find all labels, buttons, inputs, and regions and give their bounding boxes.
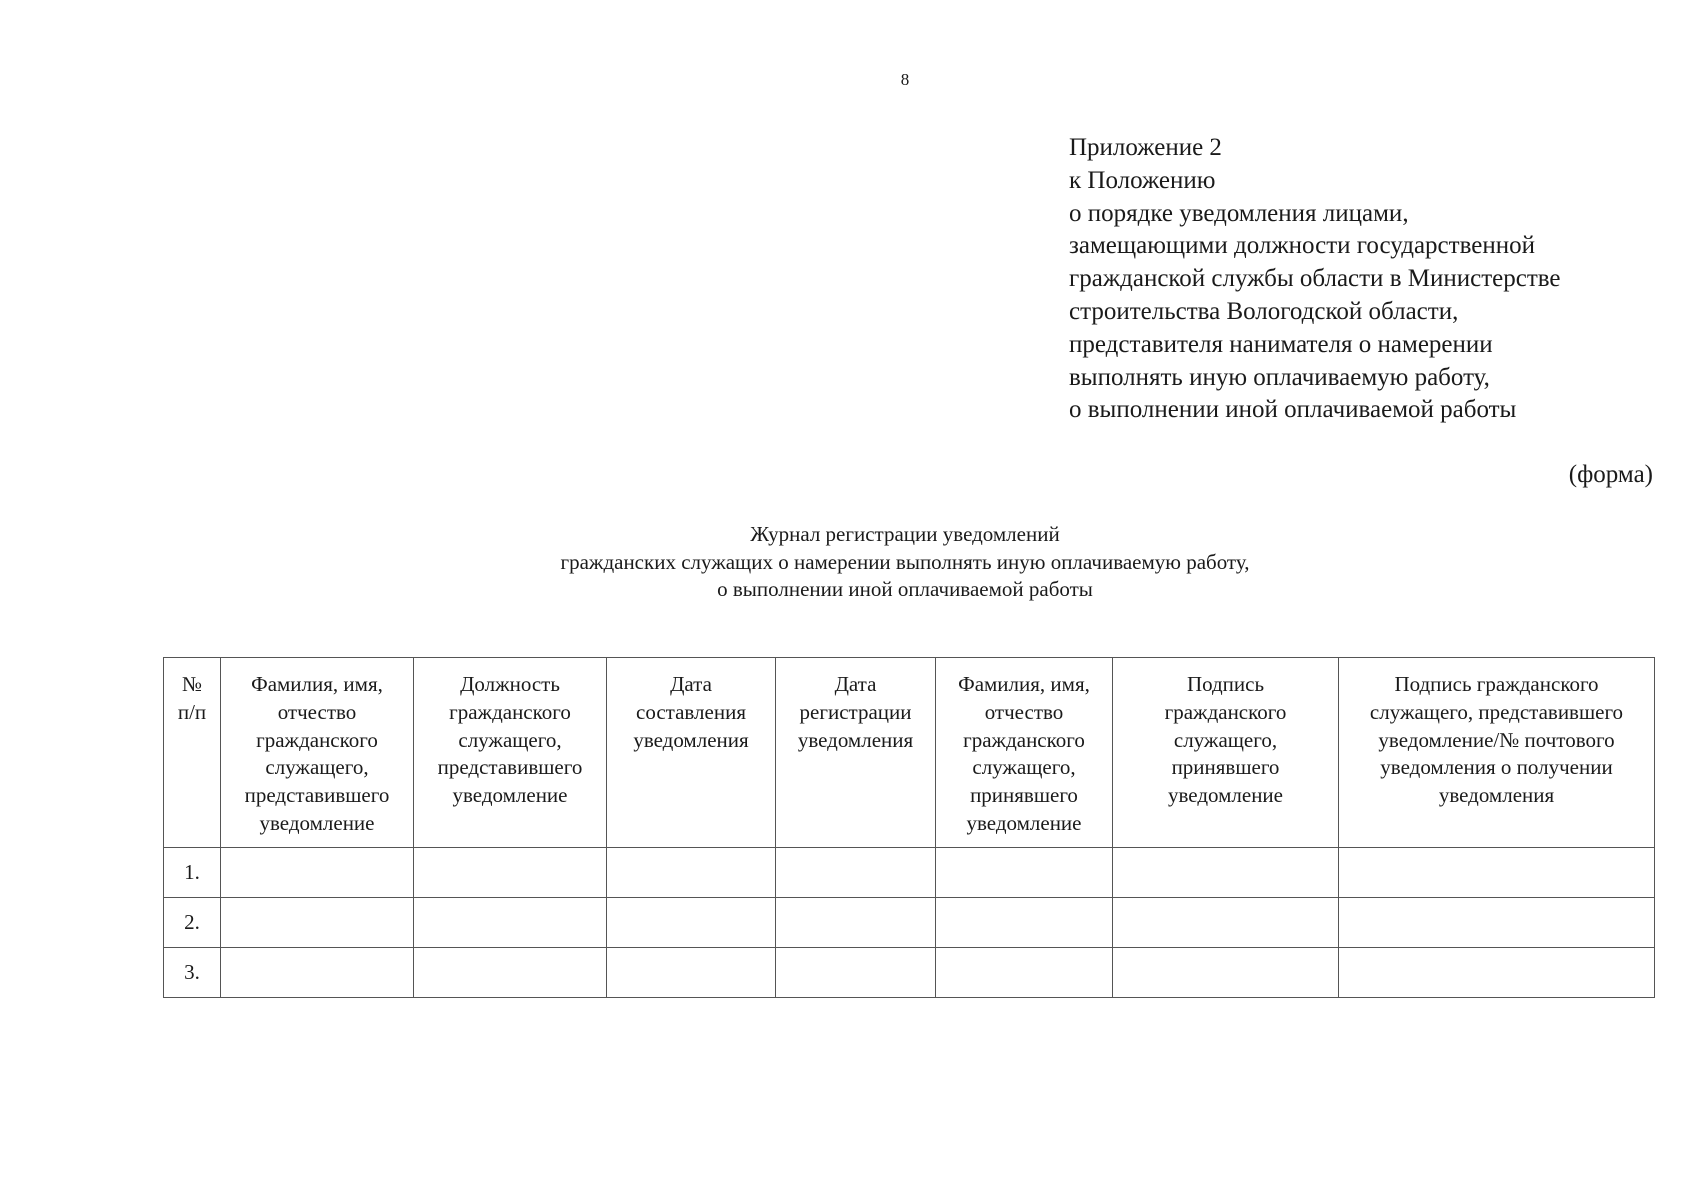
header-line: принявшего <box>1171 755 1280 780</box>
table-cell <box>776 848 936 898</box>
column-header <box>164 658 221 848</box>
journal-title-line: о выполнении иной оплачиваемой работы <box>717 577 1093 601</box>
appendix-line: гражданской службы области в Министерстве <box>1069 265 1561 293</box>
header-line: уведомления <box>633 727 749 752</box>
header-line: гражданского <box>963 727 1085 752</box>
table-row <box>164 848 1655 898</box>
header-line: уведомления <box>1438 783 1555 808</box>
header-line: представившего <box>244 783 390 808</box>
header-line: служащего, представившего <box>1369 699 1624 724</box>
header-line: уведомления <box>797 727 914 752</box>
header-line: уведомление <box>452 783 568 808</box>
header-line: уведомления о получении <box>1380 755 1613 780</box>
header-line: гражданского <box>449 699 571 724</box>
table-cell <box>607 898 776 948</box>
table-cell <box>1113 948 1339 998</box>
row-number: 3. <box>164 948 221 998</box>
header-line: принявшего <box>970 783 1078 808</box>
appendix-line: выполнять иную оплачиваемую работу, <box>1069 363 1490 391</box>
header-line: служащего, <box>972 755 1076 780</box>
header-line: № <box>181 672 203 696</box>
header-line: Подпись <box>1186 672 1265 696</box>
table-row <box>164 898 1655 948</box>
column-header <box>936 658 1113 848</box>
appendix-line: Приложение 2 <box>1069 134 1222 161</box>
row-number: 2. <box>164 898 221 948</box>
header-line: Фамилия, имя, <box>251 672 383 696</box>
table-cell <box>1339 898 1655 948</box>
column-header <box>1339 658 1655 848</box>
journal-title-line: Журнал регистрации уведомлений <box>750 522 1060 546</box>
header-line: регистрации <box>799 699 912 724</box>
header-line: Подпись гражданского <box>1394 672 1599 696</box>
header-line: составления <box>636 699 746 724</box>
table-cell <box>607 948 776 998</box>
column-header <box>221 658 414 848</box>
table-cell <box>1113 898 1339 948</box>
header-line: служащего, <box>265 755 369 780</box>
appendix-line: к Положению <box>1069 166 1216 194</box>
table-cell <box>221 898 414 948</box>
journal-title-line: гражданских служащих о намерении выполнять иную оплачиваемую работу, <box>560 549 1250 574</box>
header-line: отчество <box>984 699 1064 724</box>
appendix-line: строительства Вологодской области, <box>1069 297 1459 325</box>
table-header-row <box>164 658 1655 848</box>
header-line: гражданского <box>1164 699 1287 724</box>
header-line: служащего, <box>458 727 562 752</box>
table-cell <box>936 848 1113 898</box>
header-line: отчество <box>277 699 357 724</box>
table-cell <box>776 898 936 948</box>
header-line: служащего, <box>1173 727 1278 752</box>
table-cell <box>607 848 776 898</box>
table-cell <box>936 898 1113 948</box>
row-number: 1. <box>164 848 221 898</box>
header-line: Дата <box>670 672 712 696</box>
appendix-line: замещающими должности государственной <box>1069 232 1535 260</box>
header-line: Фамилия, имя, <box>958 672 1090 696</box>
journal-table <box>163 657 1655 998</box>
table-cell <box>936 948 1113 998</box>
form-label: (форма) <box>1568 461 1653 488</box>
header-line: уведомление/№ почтового <box>1378 727 1615 752</box>
header-line: Дата <box>834 672 877 696</box>
table-cell <box>414 848 607 898</box>
appendix-heading <box>1069 132 1669 427</box>
table-cell <box>776 948 936 998</box>
column-header <box>607 658 776 848</box>
table-cell <box>414 948 607 998</box>
column-header <box>776 658 936 848</box>
table-row <box>164 948 1655 998</box>
header-line: гражданского <box>256 727 378 752</box>
table-cell <box>1339 848 1655 898</box>
header-line: уведомление <box>966 810 1082 835</box>
page-number: 8 <box>900 70 910 89</box>
table-cell <box>1113 848 1339 898</box>
journal-title <box>0 521 1695 604</box>
header-line: уведомление <box>259 810 375 835</box>
header-line: представившего <box>437 755 583 780</box>
column-header <box>414 658 607 848</box>
table-cell <box>414 898 607 948</box>
table-cell <box>1339 948 1655 998</box>
header-line: уведомление <box>1167 783 1283 808</box>
appendix-line: представителя нанимателя о намерении <box>1069 330 1493 358</box>
table-cell <box>221 848 414 898</box>
appendix-line: о выполнении иной оплачиваемой работы <box>1069 396 1517 424</box>
header-line: п/п <box>177 699 207 724</box>
header-line: Должность <box>460 672 560 696</box>
table-cell <box>221 948 414 998</box>
appendix-line: о порядке уведомления лицами, <box>1069 199 1409 227</box>
column-header <box>1113 658 1339 848</box>
